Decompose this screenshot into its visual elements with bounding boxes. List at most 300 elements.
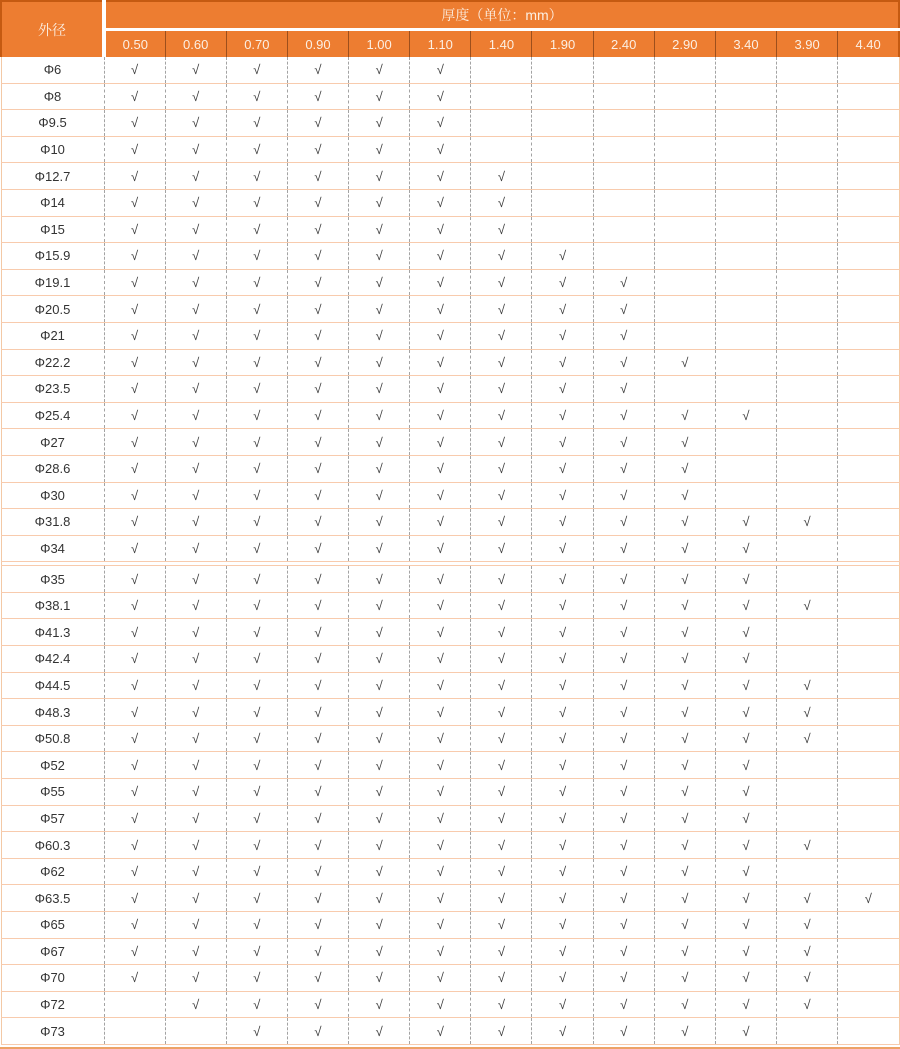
check-cell: √ bbox=[654, 349, 715, 376]
check-cell: √ bbox=[777, 725, 838, 752]
check-cell: √ bbox=[410, 243, 471, 270]
check-cell: √ bbox=[165, 376, 226, 403]
empty-cell bbox=[838, 858, 899, 885]
empty-cell bbox=[593, 57, 654, 83]
diameter-cell: Φ70 bbox=[1, 965, 104, 992]
diameter-cell: Φ65 bbox=[1, 912, 104, 939]
check-cell: √ bbox=[104, 269, 165, 296]
empty-cell bbox=[593, 83, 654, 110]
empty-cell bbox=[777, 349, 838, 376]
check-cell: √ bbox=[471, 779, 532, 806]
check-cell: √ bbox=[654, 509, 715, 536]
empty-cell bbox=[715, 136, 776, 163]
check-cell: √ bbox=[410, 752, 471, 779]
check-cell: √ bbox=[226, 455, 287, 482]
check-cell: √ bbox=[593, 509, 654, 536]
check-cell: √ bbox=[593, 672, 654, 699]
check-cell: √ bbox=[471, 163, 532, 190]
check-cell: √ bbox=[410, 991, 471, 1018]
check-cell: √ bbox=[226, 725, 287, 752]
empty-cell bbox=[777, 376, 838, 403]
check-cell: √ bbox=[532, 322, 593, 349]
check-cell: √ bbox=[287, 349, 348, 376]
empty-cell bbox=[838, 402, 899, 429]
check-cell: √ bbox=[349, 509, 410, 536]
table-row bbox=[1, 136, 899, 163]
check-cell: √ bbox=[104, 57, 165, 83]
check-cell: √ bbox=[226, 509, 287, 536]
thickness-column-header: 0.90 bbox=[287, 30, 348, 58]
table-row bbox=[1, 965, 899, 992]
check-cell: √ bbox=[593, 349, 654, 376]
check-cell: √ bbox=[777, 832, 838, 859]
empty-cell bbox=[532, 83, 593, 110]
check-cell: √ bbox=[593, 322, 654, 349]
check-cell: √ bbox=[165, 805, 226, 832]
check-cell: √ bbox=[410, 566, 471, 593]
check-cell: √ bbox=[532, 752, 593, 779]
thickness-column-header: 2.40 bbox=[593, 30, 654, 58]
check-cell: √ bbox=[532, 376, 593, 403]
empty-cell bbox=[777, 243, 838, 270]
empty-cell bbox=[654, 269, 715, 296]
empty-cell bbox=[532, 57, 593, 83]
diameter-cell: Φ19.1 bbox=[1, 269, 104, 296]
diameter-cell: Φ31.8 bbox=[1, 509, 104, 536]
empty-cell bbox=[104, 1018, 165, 1045]
check-cell: √ bbox=[410, 349, 471, 376]
check-cell: √ bbox=[226, 672, 287, 699]
check-cell: √ bbox=[715, 619, 776, 646]
check-cell: √ bbox=[165, 296, 226, 323]
check-cell: √ bbox=[410, 322, 471, 349]
check-cell: √ bbox=[165, 163, 226, 190]
empty-cell bbox=[593, 243, 654, 270]
empty-cell bbox=[838, 535, 899, 562]
check-cell: √ bbox=[165, 189, 226, 216]
check-cell: √ bbox=[471, 429, 532, 456]
diameter-cell: Φ27 bbox=[1, 429, 104, 456]
table-row bbox=[1, 402, 899, 429]
check-cell: √ bbox=[593, 535, 654, 562]
check-cell: √ bbox=[349, 832, 410, 859]
check-cell: √ bbox=[226, 991, 287, 1018]
empty-cell bbox=[715, 110, 776, 137]
diameter-cell: Φ25.4 bbox=[1, 402, 104, 429]
check-cell: √ bbox=[104, 938, 165, 965]
check-cell: √ bbox=[654, 672, 715, 699]
check-cell: √ bbox=[532, 991, 593, 1018]
empty-cell bbox=[715, 163, 776, 190]
check-cell: √ bbox=[349, 699, 410, 726]
diameter-cell: Φ57 bbox=[1, 805, 104, 832]
check-cell: √ bbox=[104, 779, 165, 806]
check-cell: √ bbox=[532, 699, 593, 726]
check-cell: √ bbox=[777, 912, 838, 939]
diameter-cell: Φ20.5 bbox=[1, 296, 104, 323]
check-cell: √ bbox=[349, 805, 410, 832]
check-cell: √ bbox=[349, 779, 410, 806]
empty-cell bbox=[715, 216, 776, 243]
empty-cell bbox=[715, 349, 776, 376]
empty-cell bbox=[838, 110, 899, 137]
empty-cell bbox=[715, 269, 776, 296]
diameter-cell: Φ30 bbox=[1, 482, 104, 509]
table-row bbox=[1, 672, 899, 699]
check-cell: √ bbox=[226, 566, 287, 593]
check-cell: √ bbox=[104, 296, 165, 323]
check-cell: √ bbox=[165, 322, 226, 349]
check-cell: √ bbox=[349, 858, 410, 885]
check-cell: √ bbox=[226, 858, 287, 885]
empty-cell bbox=[838, 163, 899, 190]
check-cell: √ bbox=[104, 482, 165, 509]
check-cell: √ bbox=[410, 619, 471, 646]
check-cell: √ bbox=[532, 566, 593, 593]
check-cell: √ bbox=[471, 535, 532, 562]
empty-cell bbox=[715, 243, 776, 270]
empty-cell bbox=[838, 965, 899, 992]
table-row bbox=[1, 509, 899, 536]
empty-cell bbox=[777, 619, 838, 646]
check-cell: √ bbox=[471, 189, 532, 216]
check-cell: √ bbox=[104, 110, 165, 137]
check-cell: √ bbox=[593, 752, 654, 779]
check-cell: √ bbox=[471, 938, 532, 965]
check-cell: √ bbox=[715, 725, 776, 752]
check-cell: √ bbox=[593, 376, 654, 403]
empty-cell bbox=[593, 110, 654, 137]
check-cell: √ bbox=[532, 349, 593, 376]
check-cell: √ bbox=[593, 805, 654, 832]
diameter-cell: Φ44.5 bbox=[1, 672, 104, 699]
check-cell: √ bbox=[349, 482, 410, 509]
check-cell: √ bbox=[715, 672, 776, 699]
check-cell: √ bbox=[715, 965, 776, 992]
table-row bbox=[1, 429, 899, 456]
check-cell: √ bbox=[471, 699, 532, 726]
check-cell: √ bbox=[104, 885, 165, 912]
check-cell: √ bbox=[532, 805, 593, 832]
empty-cell bbox=[838, 779, 899, 806]
check-cell: √ bbox=[410, 269, 471, 296]
empty-cell bbox=[777, 402, 838, 429]
check-cell: √ bbox=[104, 619, 165, 646]
check-cell: √ bbox=[471, 402, 532, 429]
check-cell: √ bbox=[410, 858, 471, 885]
check-cell: √ bbox=[410, 429, 471, 456]
check-cell: √ bbox=[654, 592, 715, 619]
diameter-cell: Φ72 bbox=[1, 991, 104, 1018]
check-cell: √ bbox=[165, 725, 226, 752]
table-row bbox=[1, 376, 899, 403]
check-cell: √ bbox=[777, 938, 838, 965]
check-cell: √ bbox=[349, 349, 410, 376]
empty-cell bbox=[471, 136, 532, 163]
check-cell: √ bbox=[226, 243, 287, 270]
check-cell: √ bbox=[226, 832, 287, 859]
empty-cell bbox=[838, 619, 899, 646]
check-cell: √ bbox=[410, 509, 471, 536]
check-cell: √ bbox=[471, 965, 532, 992]
empty-cell bbox=[715, 189, 776, 216]
table-row bbox=[1, 725, 899, 752]
check-cell: √ bbox=[654, 482, 715, 509]
table-row bbox=[1, 885, 899, 912]
check-cell: √ bbox=[410, 885, 471, 912]
check-cell: √ bbox=[287, 83, 348, 110]
table-row bbox=[1, 110, 899, 137]
check-cell: √ bbox=[287, 912, 348, 939]
empty-cell bbox=[838, 189, 899, 216]
check-cell: √ bbox=[165, 672, 226, 699]
check-cell: √ bbox=[349, 912, 410, 939]
check-cell: √ bbox=[104, 163, 165, 190]
check-cell: √ bbox=[226, 57, 287, 83]
check-cell: √ bbox=[226, 912, 287, 939]
table-row bbox=[1, 832, 899, 859]
check-cell: √ bbox=[715, 535, 776, 562]
check-cell: √ bbox=[104, 535, 165, 562]
check-cell: √ bbox=[287, 725, 348, 752]
check-cell: √ bbox=[715, 938, 776, 965]
empty-cell bbox=[777, 269, 838, 296]
check-cell: √ bbox=[715, 805, 776, 832]
empty-cell bbox=[104, 991, 165, 1018]
diameter-cell: Φ62 bbox=[1, 858, 104, 885]
diameter-cell: Φ67 bbox=[1, 938, 104, 965]
thickness-column-header: 0.70 bbox=[226, 30, 287, 58]
check-cell: √ bbox=[410, 455, 471, 482]
check-cell: √ bbox=[287, 1018, 348, 1045]
check-cell: √ bbox=[226, 805, 287, 832]
check-cell: √ bbox=[104, 592, 165, 619]
check-cell: √ bbox=[349, 455, 410, 482]
empty-cell bbox=[593, 163, 654, 190]
thickness-group-header: 厚度（单位：mm） bbox=[104, 1, 899, 30]
check-cell: √ bbox=[593, 455, 654, 482]
check-cell: √ bbox=[287, 269, 348, 296]
empty-cell bbox=[654, 243, 715, 270]
check-cell: √ bbox=[593, 402, 654, 429]
check-cell: √ bbox=[287, 429, 348, 456]
check-cell: √ bbox=[410, 110, 471, 137]
check-cell: √ bbox=[654, 885, 715, 912]
check-cell: √ bbox=[777, 509, 838, 536]
empty-cell bbox=[532, 110, 593, 137]
check-cell: √ bbox=[777, 965, 838, 992]
check-cell: √ bbox=[471, 376, 532, 403]
diameter-cell: Φ42.4 bbox=[1, 646, 104, 673]
check-cell: √ bbox=[532, 429, 593, 456]
check-cell: √ bbox=[532, 912, 593, 939]
check-cell: √ bbox=[226, 402, 287, 429]
check-cell: √ bbox=[593, 1018, 654, 1045]
check-cell: √ bbox=[104, 725, 165, 752]
check-cell: √ bbox=[165, 699, 226, 726]
check-cell: √ bbox=[287, 455, 348, 482]
check-cell: √ bbox=[593, 482, 654, 509]
empty-cell bbox=[532, 163, 593, 190]
empty-cell bbox=[838, 216, 899, 243]
check-cell: √ bbox=[471, 455, 532, 482]
check-cell: √ bbox=[593, 991, 654, 1018]
check-cell: √ bbox=[226, 189, 287, 216]
check-cell: √ bbox=[593, 566, 654, 593]
check-cell: √ bbox=[349, 163, 410, 190]
empty-cell bbox=[777, 805, 838, 832]
empty-cell bbox=[838, 832, 899, 859]
empty-cell bbox=[654, 216, 715, 243]
check-cell: √ bbox=[104, 832, 165, 859]
check-cell: √ bbox=[593, 965, 654, 992]
check-cell: √ bbox=[410, 1018, 471, 1045]
check-cell: √ bbox=[349, 592, 410, 619]
check-cell: √ bbox=[471, 322, 532, 349]
check-cell: √ bbox=[104, 322, 165, 349]
table-row bbox=[1, 163, 899, 190]
check-cell: √ bbox=[349, 429, 410, 456]
empty-cell bbox=[777, 482, 838, 509]
check-cell: √ bbox=[165, 779, 226, 806]
empty-cell bbox=[838, 725, 899, 752]
empty-cell bbox=[838, 296, 899, 323]
check-cell: √ bbox=[165, 912, 226, 939]
check-cell: √ bbox=[471, 858, 532, 885]
table-row bbox=[1, 322, 899, 349]
check-cell: √ bbox=[410, 699, 471, 726]
empty-cell bbox=[838, 991, 899, 1018]
check-cell: √ bbox=[654, 646, 715, 673]
check-cell: √ bbox=[287, 805, 348, 832]
thickness-column-header: 3.90 bbox=[777, 30, 838, 58]
check-cell: √ bbox=[349, 243, 410, 270]
check-cell: √ bbox=[104, 402, 165, 429]
diameter-cell: Φ34 bbox=[1, 535, 104, 562]
thickness-column-header: 0.50 bbox=[104, 30, 165, 58]
check-cell: √ bbox=[593, 779, 654, 806]
check-cell: √ bbox=[165, 136, 226, 163]
check-cell: √ bbox=[715, 566, 776, 593]
check-cell: √ bbox=[654, 805, 715, 832]
empty-cell bbox=[838, 938, 899, 965]
check-cell: √ bbox=[410, 376, 471, 403]
empty-cell bbox=[777, 535, 838, 562]
check-cell: √ bbox=[104, 566, 165, 593]
empty-cell bbox=[838, 376, 899, 403]
empty-cell bbox=[471, 57, 532, 83]
empty-cell bbox=[654, 136, 715, 163]
check-cell: √ bbox=[654, 619, 715, 646]
check-cell: √ bbox=[287, 296, 348, 323]
diameter-cell: Φ21 bbox=[1, 322, 104, 349]
header-row-top bbox=[1, 1, 899, 30]
empty-cell bbox=[715, 455, 776, 482]
check-cell: √ bbox=[287, 509, 348, 536]
check-cell: √ bbox=[715, 912, 776, 939]
check-cell: √ bbox=[165, 592, 226, 619]
check-cell: √ bbox=[165, 858, 226, 885]
check-cell: √ bbox=[532, 535, 593, 562]
empty-cell bbox=[838, 509, 899, 536]
check-cell: √ bbox=[715, 991, 776, 1018]
diameter-cell: Φ15 bbox=[1, 216, 104, 243]
empty-cell bbox=[838, 429, 899, 456]
check-cell: √ bbox=[777, 885, 838, 912]
table-row bbox=[1, 243, 899, 270]
check-cell: √ bbox=[532, 965, 593, 992]
check-cell: √ bbox=[165, 110, 226, 137]
table-header bbox=[1, 1, 899, 57]
check-cell: √ bbox=[349, 646, 410, 673]
empty-cell bbox=[838, 455, 899, 482]
check-cell: √ bbox=[593, 619, 654, 646]
diameter-cell: Φ14 bbox=[1, 189, 104, 216]
check-cell: √ bbox=[287, 535, 348, 562]
empty-cell bbox=[777, 57, 838, 83]
check-cell: √ bbox=[104, 136, 165, 163]
empty-cell bbox=[715, 376, 776, 403]
check-cell: √ bbox=[715, 1018, 776, 1045]
diameter-column-header: 外径 bbox=[1, 1, 104, 57]
check-cell: √ bbox=[226, 216, 287, 243]
check-cell: √ bbox=[104, 858, 165, 885]
check-cell: √ bbox=[287, 646, 348, 673]
table-row bbox=[1, 349, 899, 376]
check-cell: √ bbox=[226, 429, 287, 456]
check-cell: √ bbox=[410, 402, 471, 429]
check-cell: √ bbox=[165, 965, 226, 992]
empty-cell bbox=[838, 699, 899, 726]
check-cell: √ bbox=[287, 779, 348, 806]
check-cell: √ bbox=[593, 912, 654, 939]
empty-cell bbox=[532, 216, 593, 243]
check-cell: √ bbox=[165, 57, 226, 83]
check-cell: √ bbox=[777, 991, 838, 1018]
check-cell: √ bbox=[410, 912, 471, 939]
check-cell: √ bbox=[165, 482, 226, 509]
check-cell: √ bbox=[287, 243, 348, 270]
diameter-cell: Φ12.7 bbox=[1, 163, 104, 190]
check-cell: √ bbox=[287, 566, 348, 593]
empty-cell bbox=[777, 858, 838, 885]
check-cell: √ bbox=[593, 646, 654, 673]
check-cell: √ bbox=[593, 858, 654, 885]
diameter-cell: Φ73 bbox=[1, 1018, 104, 1045]
check-cell: √ bbox=[410, 535, 471, 562]
check-cell: √ bbox=[104, 699, 165, 726]
check-cell: √ bbox=[349, 83, 410, 110]
check-cell: √ bbox=[410, 672, 471, 699]
check-cell: √ bbox=[287, 965, 348, 992]
check-cell: √ bbox=[165, 402, 226, 429]
check-cell: √ bbox=[226, 779, 287, 806]
empty-cell bbox=[654, 376, 715, 403]
empty-cell bbox=[777, 322, 838, 349]
check-cell: √ bbox=[349, 566, 410, 593]
diameter-cell: Φ35 bbox=[1, 566, 104, 593]
empty-cell bbox=[777, 163, 838, 190]
check-cell: √ bbox=[287, 592, 348, 619]
diameter-cell: Φ63.5 bbox=[1, 885, 104, 912]
table-row bbox=[1, 699, 899, 726]
empty-cell bbox=[777, 779, 838, 806]
check-cell: √ bbox=[287, 858, 348, 885]
check-cell: √ bbox=[593, 938, 654, 965]
empty-cell bbox=[838, 269, 899, 296]
empty-cell bbox=[777, 429, 838, 456]
check-cell: √ bbox=[349, 672, 410, 699]
